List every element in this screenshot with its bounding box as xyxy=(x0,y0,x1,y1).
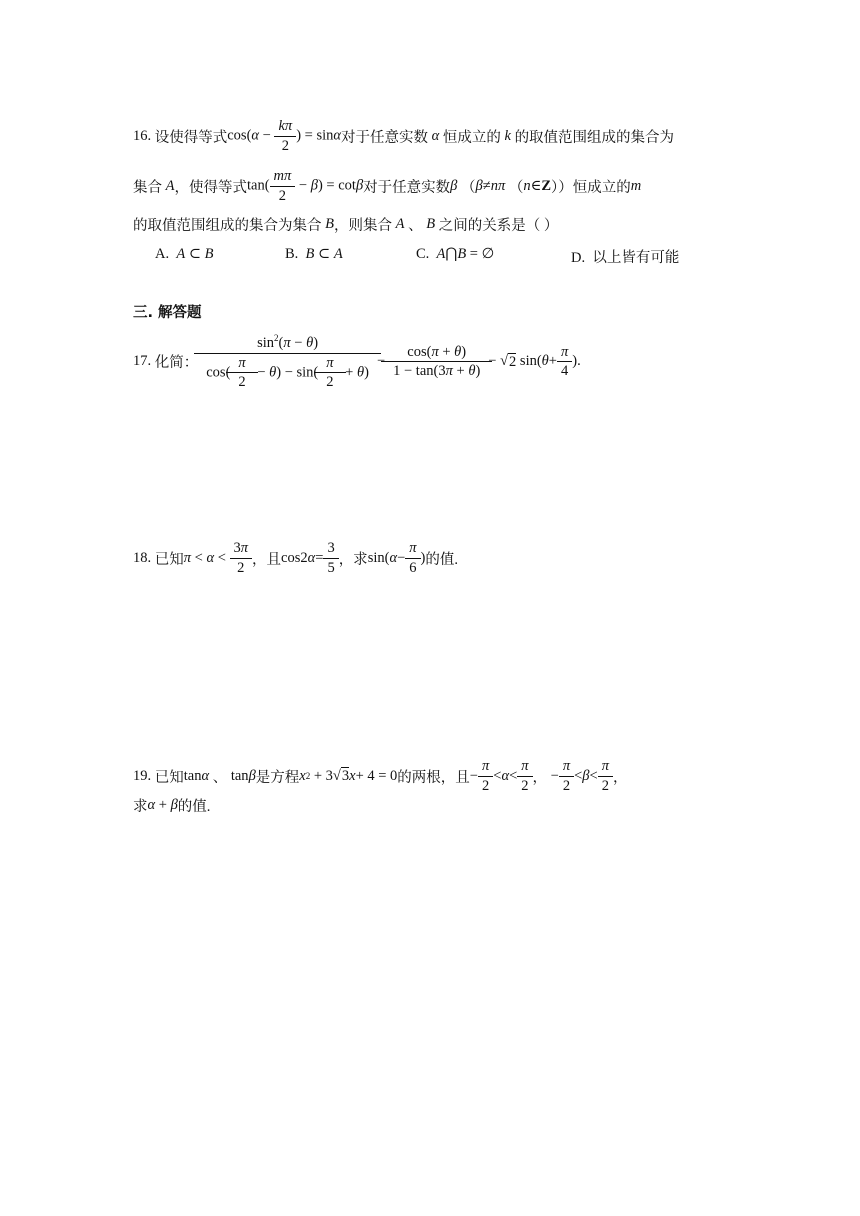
q17-number: 17. xyxy=(133,353,152,370)
choice-c: C. A⋂B = ∅ xyxy=(416,246,495,262)
q18-line: 18. 已知 π < α < $\frac{3\pi}{2}$ ，且 cos2 α = $\frac{3}{5}$ ，求 sin( α − $\frac{\pi}{6}$ ) 的值. xyxy=(133,540,458,576)
q17-fraction-2: $\frac{\cos(\pi + \theta)}{1 - \tan(3\pi + \theta)}$ xyxy=(387,344,486,380)
formula-cos-alpha: cos(α − $\frac{k\pi}{2}$ ) = sinα xyxy=(227,118,341,154)
q16-number: 16. xyxy=(133,127,152,144)
q16-line1: 16. 设使得等式 cos(α − $\frac{k\pi}{2}$ ) = sinα 对于任意实数 α 恒成立的 k 的取值范围组成的集合为 xyxy=(133,118,675,154)
formula-tan-beta: tan( $\frac{m\pi}{2}$ − β) = cotβ xyxy=(246,168,364,204)
q18-number: 18. xyxy=(133,549,152,566)
choice-b: B. B ⊂ A xyxy=(285,246,343,262)
q17-line: 17. 化简： $\sin^2(\pi - \theta)$ cos( $\frac{\pi}{2}$ − θ) − sin( $\frac{\pi}{2}$ + θ) − $\frac{\cos(\pi + \theta)}{1 - \tan(3\pi + \theta)}$ − √ 2 sin( θ + $\frac{\pi}{4}$ ). xyxy=(133,333,581,391)
q19-number: 19. xyxy=(133,767,152,784)
q16-line3: 的取值范围组成的集合为集合 B ，则集合 A 、 B 之间的关系是（ ） xyxy=(133,216,559,234)
section-heading: 三. 解答题 xyxy=(133,305,202,321)
q19-line1: 19. 已知 tan α 、 tan β 是方程 x 2 + 3√ 3 x + 4 = 0 的两根，且 − $\frac{\pi}{2}$ < α < $\frac{\pi}{2}$ ， − $\frac{\pi}{2}$ < β < $\frac{\pi}{2}$ ， xyxy=(133,758,628,794)
q17-fraction-1: $\sin^2(\pi - \theta)$ cos( $\frac{\pi}{2}$ − θ) − sin( $\frac{\pi}{2}$ + θ) xyxy=(200,333,375,391)
q16-line2: 集合 A ，使得等式 tan( $\frac{m\pi}{2}$ − β) = cotβ 对于任意实数 β （ β ≠ nπ （ n ∈ Z ）） 恒成立的 m xyxy=(133,168,642,204)
q19-line2: 求 α + β 的值. xyxy=(133,797,211,815)
choice-a: A. A ⊂ B xyxy=(155,246,214,262)
choice-d: D. 以上皆有可能 xyxy=(571,250,680,266)
